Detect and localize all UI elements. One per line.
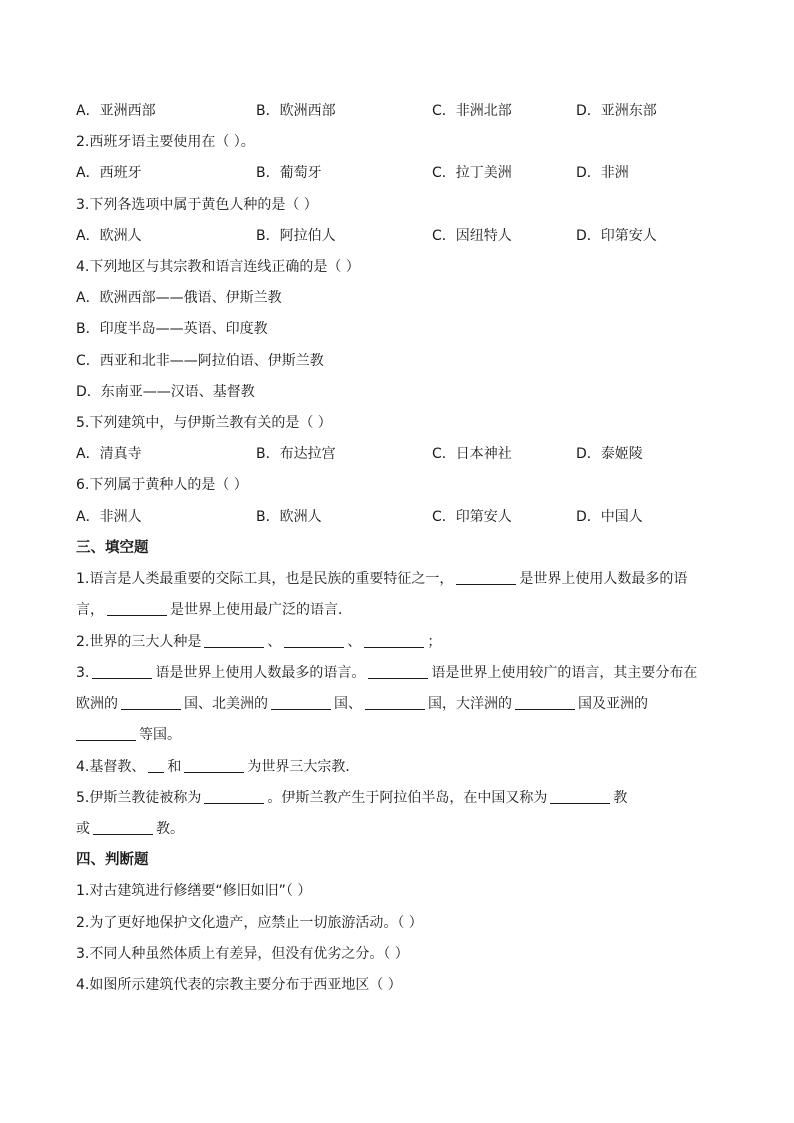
text: 。伊斯兰教产生于阿拉伯半岛，在中国又称为 bbox=[267, 790, 548, 806]
section-title-true-false: 四、判断题 bbox=[76, 852, 149, 868]
text: 教 bbox=[613, 790, 628, 806]
option-a: A．亚洲西部 bbox=[76, 103, 156, 119]
option-a: A．非洲人 bbox=[76, 509, 142, 525]
answer-blank[interactable] bbox=[76, 726, 136, 741]
answer-blank[interactable] bbox=[271, 695, 331, 710]
text: 语是世界上使用较广的语言，其主要分布在 bbox=[431, 665, 698, 681]
option-a: A．清真寺 bbox=[76, 446, 142, 462]
text: 语是世界上使用人数最多的语言。 bbox=[155, 665, 366, 681]
fill-question-4 bbox=[76, 757, 359, 777]
answer-blank[interactable] bbox=[550, 789, 610, 804]
option-b: B．阿拉伯人 bbox=[256, 228, 336, 244]
option-d: D．泰姬陵 bbox=[576, 446, 643, 462]
question-4-stem: 4.下列地区与其宗教和语言连线正确的是（ ） bbox=[76, 259, 360, 275]
question-2-stem: 2.西班牙语主要使用在（ ）。 bbox=[76, 134, 255, 150]
text: 言， bbox=[76, 602, 104, 618]
answer-blank[interactable] bbox=[92, 664, 152, 679]
text: 2.世界的三大人种是 bbox=[76, 634, 202, 650]
answer-blank[interactable] bbox=[284, 633, 344, 648]
fill-question-2 bbox=[76, 632, 441, 652]
text: 或 bbox=[76, 821, 90, 837]
q6-options bbox=[76, 507, 716, 527]
option-a: A．欧洲西部——俄语、伊斯兰教 bbox=[76, 290, 282, 306]
text: 国、北美洲的 bbox=[184, 696, 268, 712]
option-a: A．西班牙 bbox=[76, 165, 142, 181]
answer-blank[interactable] bbox=[121, 695, 181, 710]
answer-blank[interactable] bbox=[364, 633, 424, 648]
answer-blank[interactable] bbox=[204, 633, 264, 648]
q2-options bbox=[76, 163, 716, 183]
text: 国，大洋洲的 bbox=[428, 696, 512, 712]
option-b: B．印度半岛——英语、印度教 bbox=[76, 321, 268, 337]
option-d: D．非洲 bbox=[576, 165, 629, 181]
question-5-stem: 5.下列建筑中，与伊斯兰教有关的是（ ） bbox=[76, 415, 332, 431]
question-6-stem: 6.下列属于黄种人的是（ ） bbox=[76, 477, 248, 493]
text: 等国。 bbox=[139, 727, 181, 743]
answer-blank[interactable] bbox=[148, 758, 164, 773]
option-c: C．印第安人 bbox=[432, 509, 512, 525]
option-b: B．葡萄牙 bbox=[256, 165, 322, 181]
option-c: C．西亚和北非——阿拉伯语、伊斯兰教 bbox=[76, 353, 324, 369]
text: 4.基督教、 bbox=[76, 759, 146, 775]
answer-blank[interactable] bbox=[93, 820, 153, 835]
text: 教。 bbox=[156, 821, 184, 837]
q3-options bbox=[76, 226, 716, 246]
text: 3. bbox=[76, 665, 90, 681]
fill-question-5-line-1 bbox=[76, 788, 627, 808]
fill-question-3-line-2 bbox=[76, 694, 648, 714]
section-title-fill-in: 三、填空题 bbox=[76, 540, 149, 556]
fill-question-1-line-2 bbox=[76, 600, 352, 620]
answer-blank[interactable] bbox=[515, 695, 575, 710]
fill-question-3-line-1 bbox=[76, 663, 697, 683]
question-3-stem: 3.下列各选项中属于黄色人种的是（ ） bbox=[76, 197, 318, 213]
text: 、 bbox=[347, 634, 362, 650]
answer-blank[interactable] bbox=[107, 601, 167, 616]
option-c: C．非洲北部 bbox=[432, 103, 512, 119]
option-b: B．欧洲西部 bbox=[256, 103, 336, 119]
option-d: D．亚洲东部 bbox=[576, 103, 657, 119]
q5-options bbox=[76, 444, 716, 464]
judge-question-2: 2.为了更好地保护文化遗产，应禁止一切旅游活动。（ ） bbox=[76, 915, 423, 931]
judge-question-4: 4.如图所示建筑代表的宗教主要分布于西亚地区（ ） bbox=[76, 977, 402, 993]
fill-question-3-line-3 bbox=[76, 725, 181, 745]
text: 为世界三大宗教． bbox=[247, 759, 360, 775]
text: 欧洲的 bbox=[76, 696, 118, 712]
text: 5.伊斯兰教徒被称为 bbox=[76, 790, 202, 806]
text: 是世界上使用最广泛的语言． bbox=[170, 602, 352, 618]
text: ； bbox=[427, 634, 442, 650]
answer-blank[interactable] bbox=[368, 664, 428, 679]
answer-blank[interactable] bbox=[184, 758, 244, 773]
text: 和 bbox=[167, 759, 182, 775]
text: 是世界上使用人数最多的语 bbox=[519, 571, 688, 587]
text: 国及亚洲的 bbox=[578, 696, 648, 712]
fill-question-5-line-2 bbox=[76, 819, 184, 839]
option-c: C．日本神社 bbox=[432, 446, 512, 462]
judge-question-1: 1.对古建筑进行修缮要“修旧如旧”（ ） bbox=[76, 883, 312, 899]
text: 、 bbox=[267, 634, 282, 650]
option-d: D．东南亚——汉语、基督教 bbox=[76, 384, 255, 400]
option-c: C．拉丁美洲 bbox=[432, 165, 512, 181]
fill-question-1-line-1 bbox=[76, 569, 687, 589]
answer-blank[interactable] bbox=[365, 695, 425, 710]
answer-blank[interactable] bbox=[204, 789, 264, 804]
q1-options bbox=[76, 101, 716, 121]
option-d: D．中国人 bbox=[576, 509, 643, 525]
text: 1.语言是人类最重要的交际工具，也是民族的重要特征之一， bbox=[76, 571, 454, 587]
option-d: D．印第安人 bbox=[576, 228, 657, 244]
answer-blank[interactable] bbox=[456, 570, 516, 585]
option-b: B．布达拉宫 bbox=[256, 446, 336, 462]
option-c: C．因纽特人 bbox=[432, 228, 512, 244]
option-a: A．欧洲人 bbox=[76, 228, 142, 244]
text: 国、 bbox=[334, 696, 362, 712]
judge-question-3: 3.不同人种虽然体质上有差异，但没有优劣之分。（ ） bbox=[76, 946, 409, 962]
option-b: B．欧洲人 bbox=[256, 509, 322, 525]
